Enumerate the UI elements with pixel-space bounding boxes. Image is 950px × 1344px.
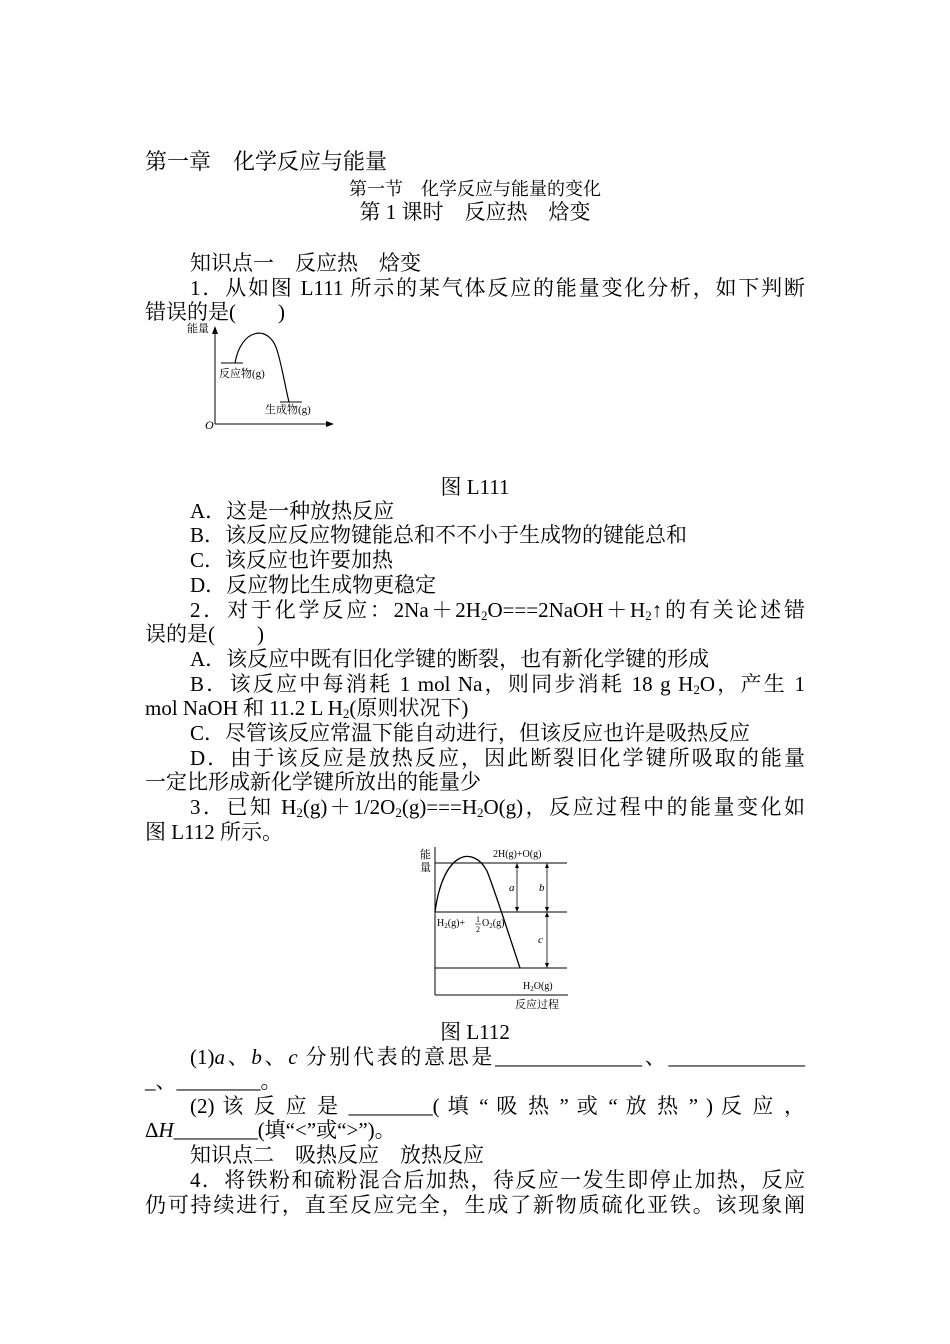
q1-line2: 错误的是( ) (145, 300, 285, 324)
y-axis-arrow (212, 326, 218, 334)
mid-level-label-o2: $O_2(g)$ (482, 918, 505, 930)
label-a: a (509, 882, 515, 894)
q2-option-d-line2: 一定比形成新化学键所放出的能量少 (145, 770, 481, 794)
q2-option-c: C．尽管该反应常温下能自动进行，但该反应也许是吸热反应 (190, 721, 751, 745)
y-axis-label-1: 能 (420, 849, 431, 861)
figure-l111 (185, 320, 345, 435)
figure-l112-caption: 图 L112 (440, 1020, 510, 1044)
bottom-level-label: $H_2O(g)$ (523, 981, 553, 993)
knowledge-point-1: 知识点一 反应热 焓变 (190, 251, 421, 275)
y-axis-label-2: 量 (420, 862, 431, 874)
figure-l111-caption: 图 L111 (440, 475, 510, 499)
chapter-title: 第一章 化学反应与能量 (145, 149, 388, 174)
label-b: b (539, 882, 545, 894)
q3-line1: 3．已知 $H_2(g)+1/2O_2(g)===H_2O(g)$，反应过程中的能量变化如 (190, 795, 805, 820)
half-denominator: 2 (476, 925, 480, 934)
mid-level-label: $H_2(g)+$ (437, 918, 466, 930)
q4-line2: 仍可持续进行，直至反应完全，生成了新物质硫化亚铁。该现象阐 (145, 1193, 805, 1217)
top-level-label: 2H(g)+O(g) (493, 849, 542, 860)
origin-label: O (205, 418, 214, 432)
x-axis-arrow (326, 421, 334, 427)
q3-part1-line1: (1)a、b、c 分别代表的意思是______________、_____________ (190, 1045, 806, 1069)
q1-option-a: A．这是一种放热反应 (190, 499, 395, 523)
q3-part1-line2: _、________。 (145, 1069, 282, 1093)
product-label: 生成物(g) (265, 404, 311, 416)
q1-option-d: D．反应物比生成物更稳定 (190, 573, 437, 597)
figure-l112 (415, 843, 575, 1013)
q2-line1: 2．对于化学反应：$2Na+2H_2O===2NaOH+H_2↑$的有关论述错 (190, 598, 806, 623)
q3-part2-line2: ΔH________(填“<”或“>”)。 (145, 1118, 396, 1142)
section-title: 第一节 化学反应与能量的变化 (349, 179, 601, 199)
lesson-title: 第 1 课时 反应热 焓变 (359, 200, 591, 224)
label-c: c (538, 934, 543, 946)
q1-line1: 1．从如图 L111 所示的某气体反应的能量变化分析，如下判断 (190, 276, 805, 300)
q2-option-b-line1: B．该反应中每消耗 1 mol Na，则同步消耗 18 g $H_2O$，产生 1 (190, 672, 805, 697)
knowledge-point-2: 知识点二 吸热反应 放热反应 (190, 1143, 484, 1167)
x-axis-label: 反应过程 (515, 999, 559, 1011)
reactant-label: 反应物(g) (219, 368, 265, 380)
q2-option-a: A．该反应中既有旧化学键的断裂，也有新化学键的形成 (190, 647, 710, 671)
q3-line2: 图 L112 所示。 (145, 820, 284, 844)
q1-option-b: B．该反应反应物键能总和不不小于生成物的键能总和 (190, 523, 688, 547)
half-numerator: 1 (476, 915, 480, 924)
q3-part2-line1: (2) 该 反 应 是 ________( 填 “ 吸 热 ” 或 “ 放 热 ” ) 反 应 ， (190, 1094, 805, 1118)
y-axis-label: 能量 (187, 323, 209, 335)
q2-option-b-line2: mol NaOH 和 11.2 L $H_2$(原则状况下) (145, 696, 469, 721)
q2-line2: 误的是( ) (145, 622, 264, 646)
q4-line1: 4．将铁粉和硫粉混合后加热，待反应一发生即停止加热，反应 (190, 1168, 805, 1192)
q1-option-c: C．该反应也许要加热 (190, 548, 394, 572)
q2-option-d-line1: D．由于该反应是放热反应，因此断裂旧化学键所吸取的能量 (190, 746, 805, 770)
